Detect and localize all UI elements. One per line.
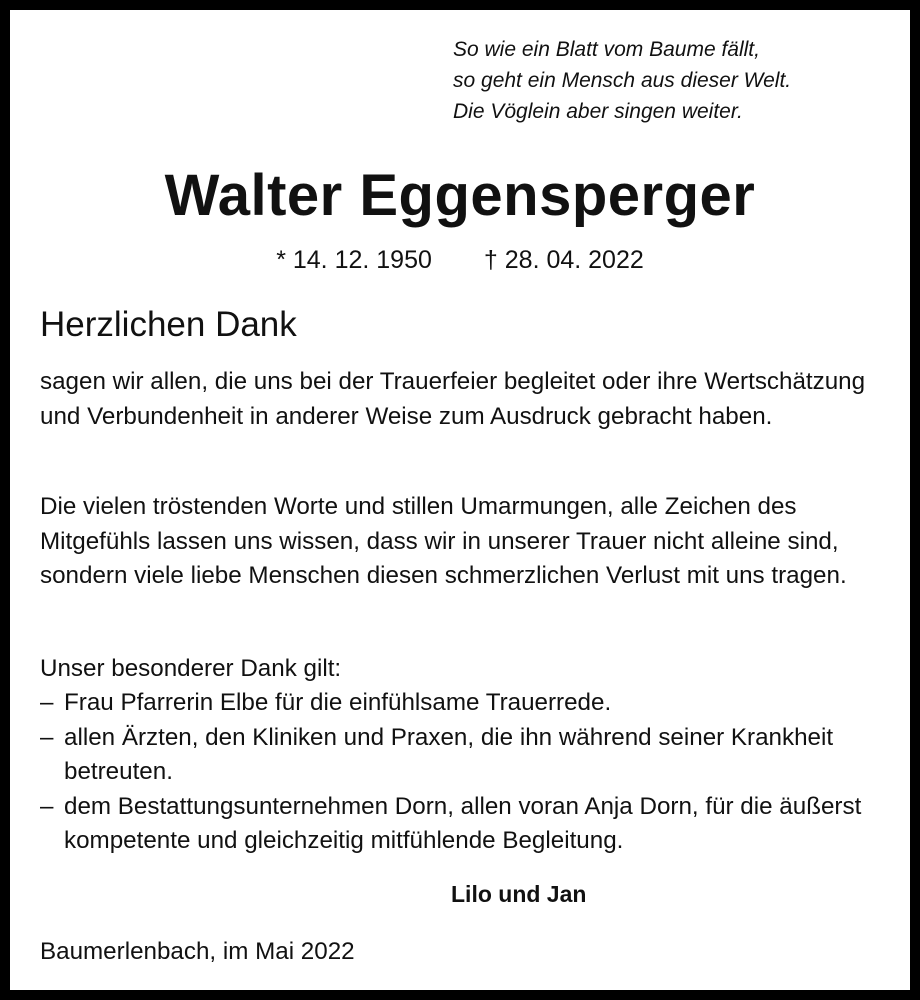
dash-bullet: – <box>40 689 54 716</box>
birth-date: * 14. 12. 1950 <box>276 246 432 274</box>
poem-line: so geht ein Mensch aus dieser Welt. <box>453 69 792 92</box>
death-date: † 28. 04. 2022 <box>483 246 644 274</box>
poem-line: So wie ein Blatt vom Baume fällt, <box>453 38 760 61</box>
list-item <box>40 721 890 790</box>
deceased-name: Walter Eggensperger <box>164 163 756 228</box>
life-dates <box>10 242 910 278</box>
list-item-text: Frau Pfarrerin Elbe für die einfühlsame Trauerrede. <box>64 689 612 716</box>
thanks-heading: Herzlichen Dank <box>40 305 297 344</box>
comfort-paragraph: Die vielen tröstenden Worte und stillen Umarmungen, alle Zeichen des Mitgefühls lassen uns wissen, dass wir in unserer Trauer nicht alleine sind, sondern viele liebe Menschen diesen schmerzlichen Verlust mit uns tragen. <box>40 493 847 589</box>
poem-verse <box>453 34 791 127</box>
list-item <box>40 790 890 859</box>
dash-bullet: – <box>40 792 54 820</box>
list-item-text: allen Ärzten, den Kliniken und Praxen, die ihn während seiner Krankheit betreuten. <box>64 723 834 785</box>
special-thanks-intro: Unser besonderer Dank gilt: <box>40 655 342 682</box>
thanks-paragraph: sagen wir allen, die uns bei der Trauerfeier begleitet oder ihre Wertschätzung und Verbundenheit in anderer Weise zum Ausdruck gebracht haben. <box>40 368 866 430</box>
list-item-text: dem Bestattungsunternehmen Dorn, allen voran Anja Dorn, für die äußerst kompetente und gleichzeitig mitfühlende Begleitung. <box>64 792 862 854</box>
dash-bullet: – <box>40 723 54 751</box>
poem-line: Die Vöglein aber singen weiter. <box>453 100 743 123</box>
list-item <box>40 686 890 721</box>
special-thanks-list <box>40 686 890 859</box>
signature: Lilo und Jan <box>451 881 587 907</box>
place-and-date: Baumerlenbach, im Mai 2022 <box>40 938 355 965</box>
